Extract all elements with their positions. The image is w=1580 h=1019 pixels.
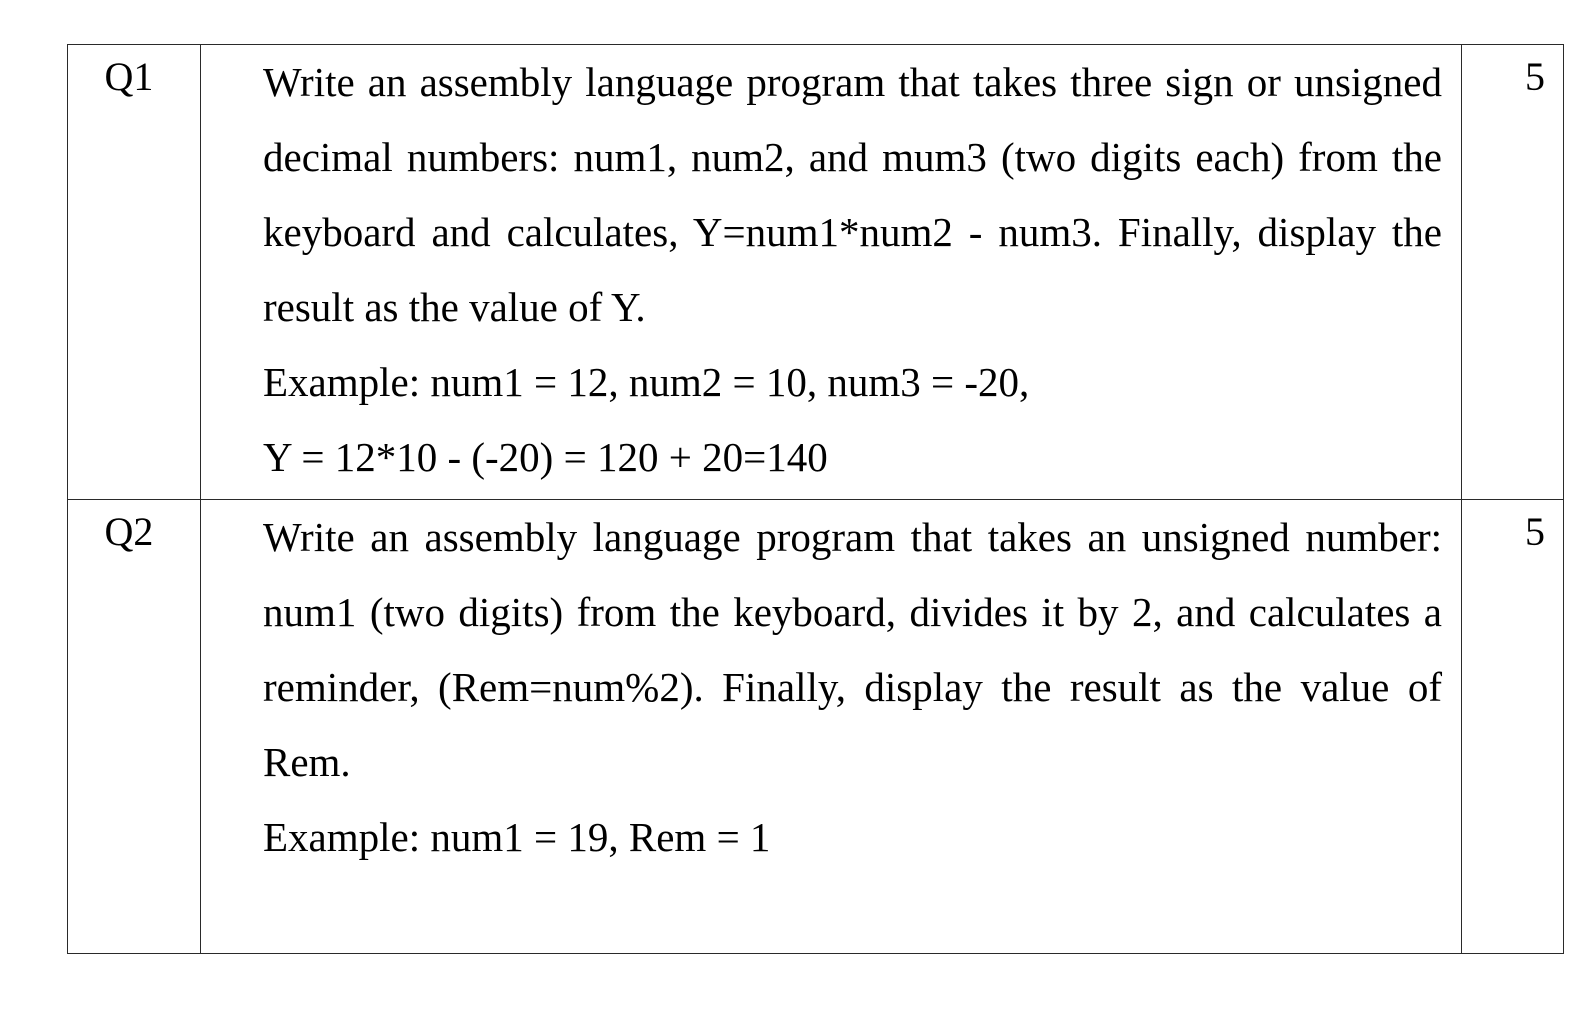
question-number: Q1: [68, 45, 201, 500]
question-marks: 5: [1462, 500, 1564, 954]
question-row-q2: [68, 500, 1564, 954]
question-text: Write an assembly language program that takes an unsigned number: num1 (two digits) from the keyboard, divides it by 2, and calculates a reminder, (Rem=num%2). Finally, display the result as the value of Rem.: [263, 514, 1442, 785]
question-body: [201, 45, 1462, 500]
question-text: Write an assembly language program that takes three sign or unsigned decimal numbers: num1, num2, and mum3 (two digits each) from the keyboard and calculates, Y=num1*num2 - num3. Finally, display the result as the value of Y.: [263, 59, 1442, 330]
example-calculation: Y = 12*10 - (-20) = 120 + 20=140: [263, 434, 828, 480]
questions-table: [67, 44, 1564, 954]
example-line: Example: num1 = 12, num2 = 10, num3 = -20,: [263, 359, 1030, 405]
example-line: Example: num1 = 19, Rem = 1: [263, 814, 771, 860]
question-number: Q2: [68, 500, 201, 954]
question-marks: 5: [1462, 45, 1564, 500]
question-row-q1: [68, 45, 1564, 500]
question-body: [201, 500, 1462, 954]
